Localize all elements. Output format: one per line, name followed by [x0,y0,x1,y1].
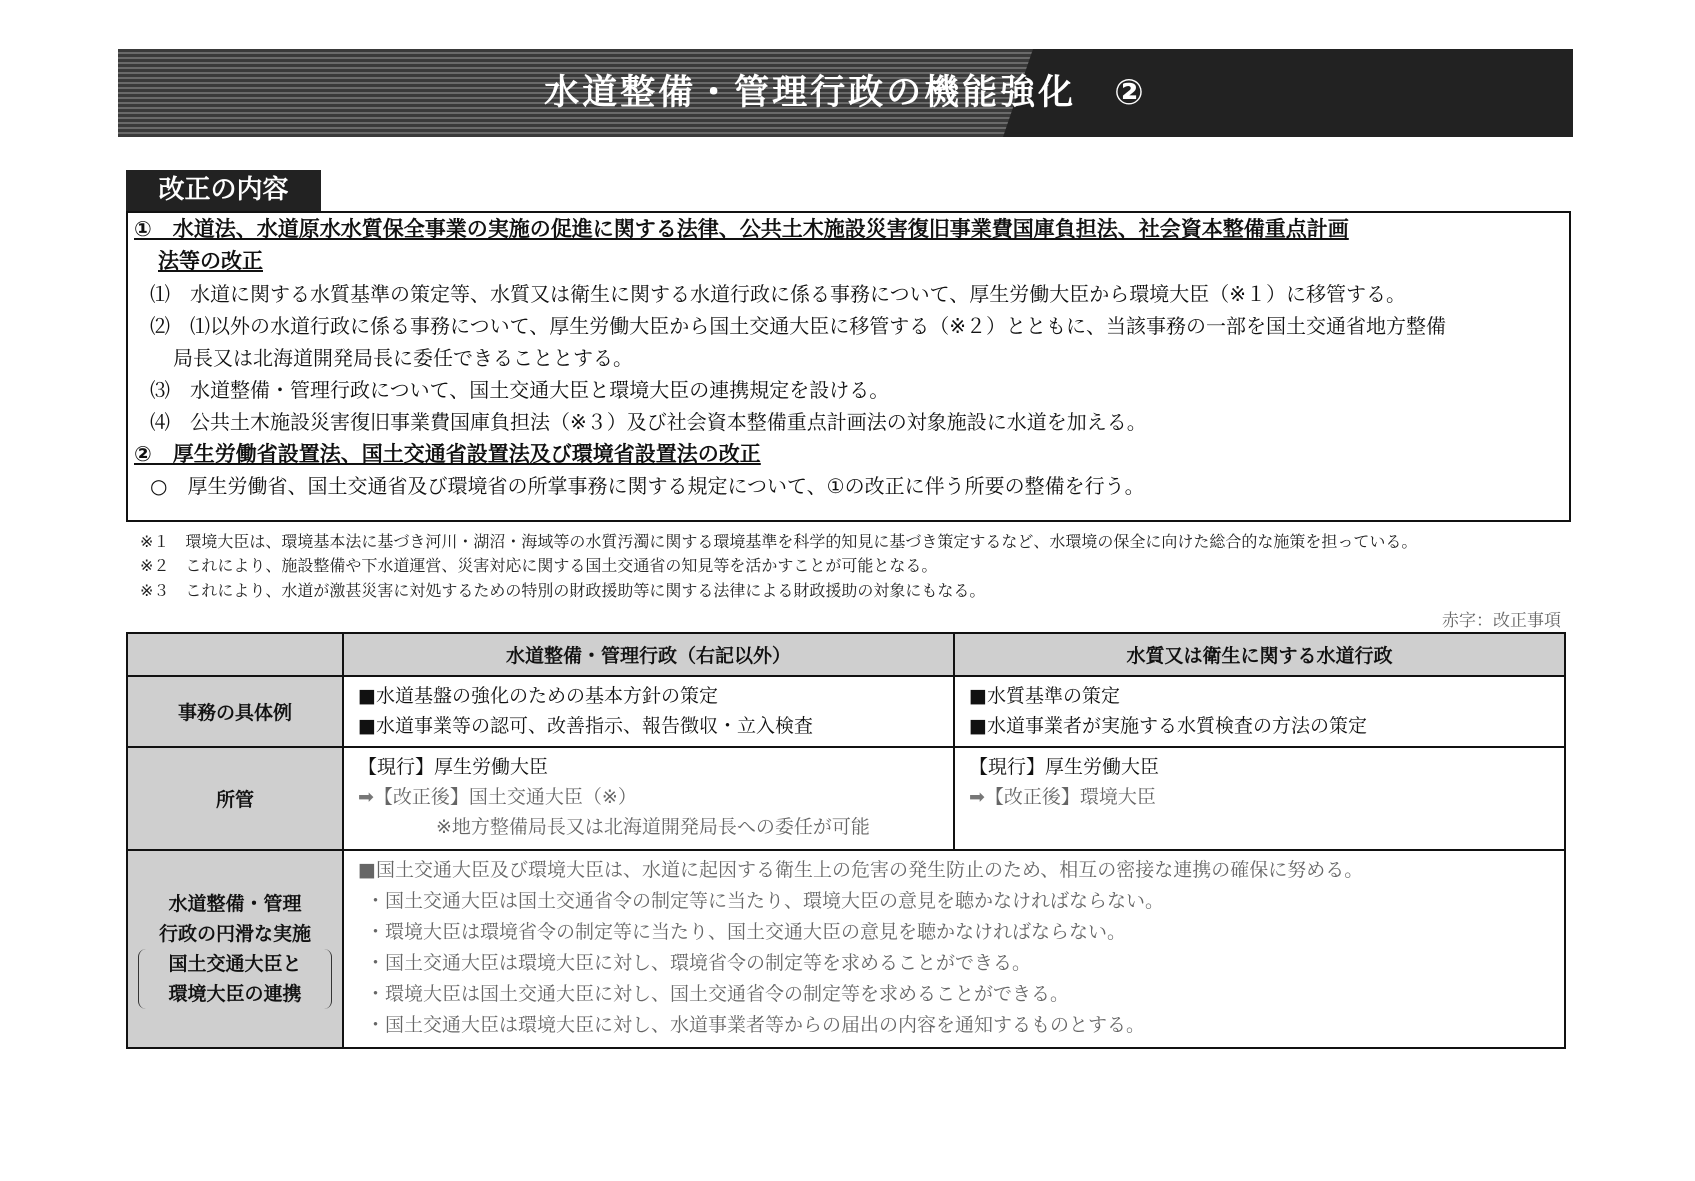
footnote-2: ※２ これにより、施設整備や下水道運営、災害対応に関する国土交通省の知見等を活かすことが可能となる。 [140,556,938,575]
cell-text: 【改正後】環境大臣 [984,786,1156,808]
label-line: 水道整備・管理 [168,893,302,915]
cell-text: ・国土交通大臣は国土交通省令の制定等に当たり、環境大臣の意見を聴かなければならない。 [366,890,1165,912]
cell-text: 【改正後】国土交通大臣（※） [373,786,637,808]
cell-text: 【現行】厚生労働大臣 [358,756,549,778]
cell-text: ■国土交通大臣及び環境大臣は、水道に起因する衛生上の危害の発生防止のため、相互の密接な連携の確保に努める。 [358,859,1364,881]
amendment-box [126,211,1571,522]
cell-text: ■水道基盤の強化のための基本方針の策定 [358,685,718,707]
cell-text: ・環境大臣は環境省令の制定等に当たり、国土交通大臣の意見を聴かなければならない。 [366,921,1127,943]
page-title: 水道整備・管理行政の機能強化 ② [544,73,1147,113]
cell-text: 【現行】厚生労働大臣 [969,756,1160,778]
cell-text: ■水道事業等の認可、改善指示、報告徴収・立入検査 [358,715,813,737]
row-label-examples: 事務の具体例 [127,676,343,747]
cell-text: ・国土交通大臣は環境大臣に対し、水道事業者等からの届出の内容を通知するものとする。 [366,1014,1146,1036]
item-2: ⑵ ⑴以外の水道行政に係る事務について、厚生労働大臣から国土交通大臣に移管する（※２）とともに、当該事務の一部を国土交通省地方整備 [150,314,1446,338]
cell-note: ※地方整備局長又は北海道開発局長への委任が可能 [436,816,870,838]
item-2-cont: 局長又は北海道開発局長に委任できることとする。 [173,346,633,370]
col-header-1: 水道整備・管理行政（右記以外） [343,633,954,676]
footnote-3: ※３ これにより、水道が激甚災害に対処するための特別の財政援助等に関する法律による財政援助の対象にもなる。 [140,581,986,600]
label-line: 環境大臣の連携 [168,983,302,1005]
item-5: ○ 厚生労働省、国土交通省及び環境省の所掌事務に関する規定について、①の改正に伴う所要の整備を行う。 [150,474,1145,498]
cell-text: ■水質基準の策定 [969,685,1120,707]
cell-text: ■水道事業者が実施する水質検査の方法の策定 [969,715,1367,737]
cell-text: ・環境大臣は国土交通大臣に対し、国土交通省令の制定等を求めることができる。 [366,983,1070,1005]
arrow-right-icon: ➡ [358,786,374,808]
title-banner [118,49,1573,137]
section-tab: 改正の内容 [126,170,321,211]
arrow-right-icon: ➡ [969,786,985,808]
comparison-table [126,632,1566,1049]
item-3: ⑶ 水道整備・管理行政について、国土交通大臣と環境大臣の連携規定を設ける。 [150,378,890,402]
heading-1-cont: 法等の改正 [158,249,263,273]
label-line: 国土交通大臣と [168,953,302,975]
cell-text: ・国土交通大臣は環境大臣に対し、環境省令の制定等を求めることができる。 [366,952,1032,974]
row-label-coordination [127,850,343,1048]
col-header-2: 水質又は衛生に関する水道行政 [954,633,1565,676]
item-1: ⑴ 水道に関する水質基準の策定等、水質又は衛生に関する水道行政に係る事務について、厚生労働大臣から環境大臣（※１）に移管する。 [150,282,1406,306]
footnote-1: ※１ 環境大臣は、環境基本法に基づき河川・湖沼・海域等の水質汚濁に関する環境基準を科学的知見に基づき策定するなど、水環境の保全に向けた総合的な施策を担っている。 [140,532,1418,551]
label-line: 行政の円滑な実施 [158,923,311,945]
row-label-jurisdiction: 所管 [127,747,343,850]
item-4: ⑷ 公共土木施設災害復旧事業費国庫負担法（※３）及び社会資本整備重点計画法の対象施設に水道を加える。 [150,410,1147,434]
heading-1: ① 水道法、水道原水水質保全事業の実施の促進に関する法律、公共土木施設災害復旧事業費国庫負担法、社会資本整備重点計画 [134,217,1349,241]
legend-note: 赤字：改正事項 [1442,611,1561,631]
heading-2: ② 厚生労働省設置法、国土交通省設置法及び環境省設置法の改正 [134,442,761,466]
